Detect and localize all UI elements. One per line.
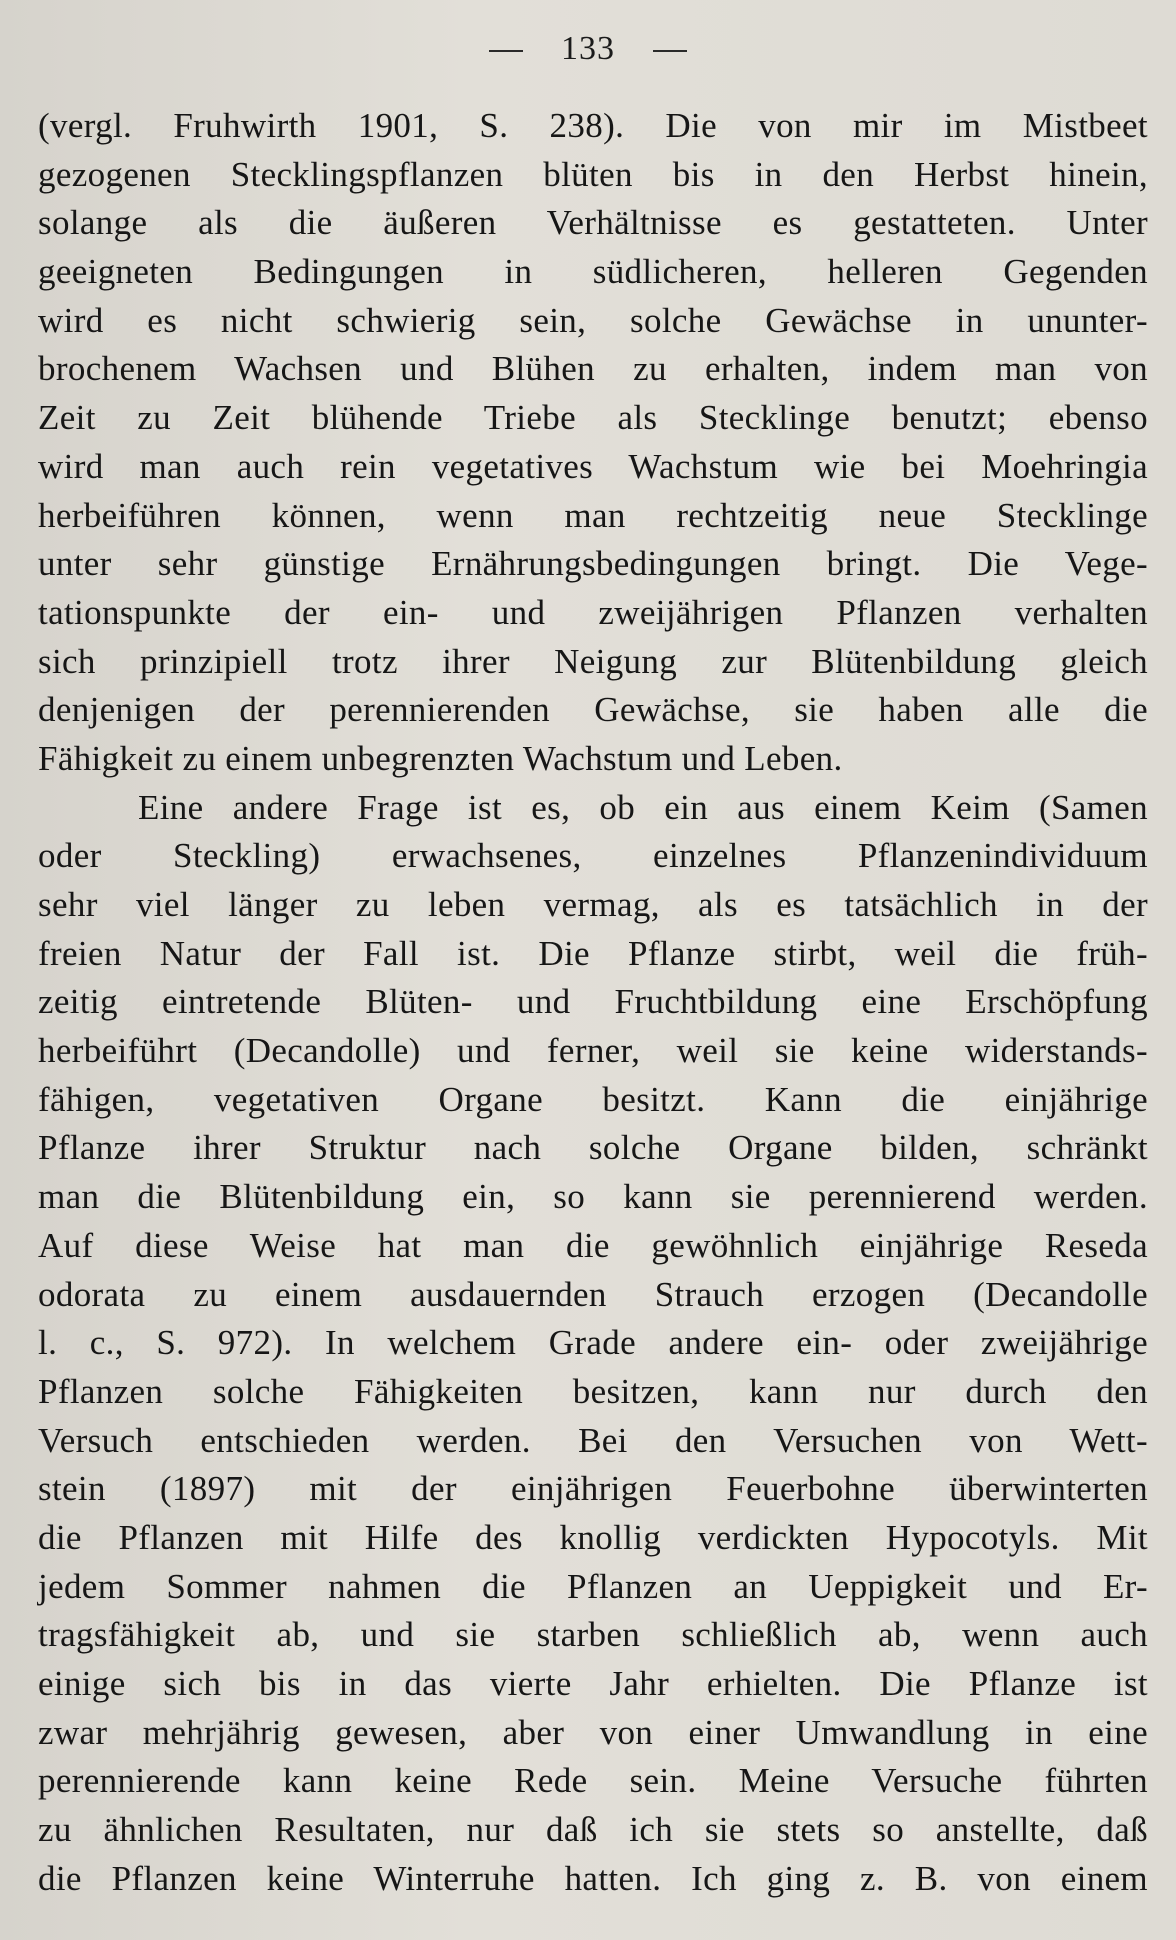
right-dash	[653, 50, 687, 52]
text-line: perennierende kann keine Rede sein. Meine Versuche führten	[38, 1761, 1148, 1801]
text-line: fähigen, vegetativen Organe besitzt. Kann die einjährige	[38, 1079, 1148, 1119]
text-line: herbeiführt (Decandolle) und ferner, weil sie keine widerstands-	[38, 1031, 1148, 1071]
text-line: wird es nicht schwierig sein, solche Gewächse in ununter-	[38, 300, 1148, 340]
paragraph-end-line: Fähigkeit zu einem unbegrenzten Wachstum und Leben.	[38, 738, 843, 778]
text-line: oder Steckling) erwachsenes, einzelnes Pflanzenindividuum	[38, 836, 1148, 876]
text-line: odorata zu einem ausdauernden Strauch erzogen (Decandolle	[38, 1274, 1148, 1314]
text-line: Pflanzen solche Fähigkeiten besitzen, kann nur durch den	[38, 1371, 1148, 1411]
text-line: freien Natur der Fall ist. Die Pflanze stirbt, weil die früh-	[38, 933, 1148, 973]
text-line: geeigneten Bedingungen in südlicheren, helleren Gegenden	[38, 252, 1148, 292]
text-line: sehr viel länger zu leben vermag, als es tatsächlich in der	[38, 885, 1148, 924]
text-line: zwar mehrjährig gewesen, aber von einer Umwandlung in eine	[38, 1712, 1148, 1752]
text-line: zu ähnlichen Resultaten, nur daß ich sie stets so anstellte, daß	[38, 1810, 1148, 1850]
text-line: die Pflanzen mit Hilfe des knollig verdickten Hypocotyls. Mit	[38, 1517, 1148, 1557]
text-line: gezogenen Stecklingspflanzen blüten bis in den Herbst hinein,	[38, 154, 1148, 194]
text-line: sich prinzipiell trotz ihrer Neigung zur Blütenbildung gleich	[38, 641, 1148, 681]
text-line: einige sich bis in das vierte Jahr erhielten. Die Pflanze ist	[38, 1664, 1148, 1703]
text-line: herbeiführen können, wenn man rechtzeitig neue Stecklinge	[38, 495, 1148, 535]
text-line: Auf diese Weise hat man die gewöhnlich einjährige Reseda	[38, 1225, 1148, 1265]
text-line: Pflanze ihrer Struktur nach solche Organe bilden, schränkt	[38, 1128, 1148, 1168]
text-line: man die Blütenbildung ein, so kann sie perennierend werden.	[38, 1177, 1148, 1217]
page-number: 133	[561, 30, 615, 67]
text-line: wird man auch rein vegetatives Wachstum wie bei Moehringia	[38, 446, 1148, 486]
text-line: tationspunkte der ein- und zweijährigen Pflanzen verhalten	[38, 592, 1148, 632]
paragraph-start-line: Eine andere Frage ist es, ob ein aus einem Keim (Samen	[138, 787, 1148, 827]
text-line: die Pflanzen keine Winterruhe hatten. Ich ging z. B. von einem	[38, 1858, 1148, 1898]
left-dash	[489, 50, 523, 52]
text-line: tragsfähigkeit ab, und sie starben schließlich ab, wenn auch	[38, 1615, 1148, 1655]
text-line: l. c., S. 972). In welchem Grade andere ein- oder zweijährige	[38, 1323, 1148, 1363]
text-line: solange als die äußeren Verhältnisse es gestatteten. Unter	[38, 203, 1148, 243]
text-line: denjenigen der perennierenden Gewächse, sie haben alle die	[38, 690, 1148, 730]
page-number-header	[0, 30, 1176, 68]
text-line: stein (1897) mit der einjährigen Feuerbohne überwinterten	[38, 1469, 1148, 1509]
text-line: Zeit zu Zeit blühende Triebe als Stecklinge benutzt; ebenso	[38, 398, 1148, 438]
body-text	[38, 102, 1148, 1903]
text-line: zeitig eintretende Blüten- und Fruchtbildung eine Erschöpfung	[38, 982, 1148, 1022]
text-line: jedem Sommer nahmen die Pflanzen an Ueppigkeit und Er-	[38, 1566, 1148, 1606]
text-line: Versuch entschieden werden. Bei den Versuchen von Wett-	[38, 1420, 1148, 1460]
text-line: (vergl. Fruhwirth 1901, S. 238). Die von mir im Mistbeet	[38, 106, 1148, 145]
text-line: unter sehr günstige Ernährungsbedingungen bringt. Die Vege-	[38, 544, 1148, 584]
text-line: brochenem Wachsen und Blühen zu erhalten, indem man von	[38, 349, 1148, 389]
